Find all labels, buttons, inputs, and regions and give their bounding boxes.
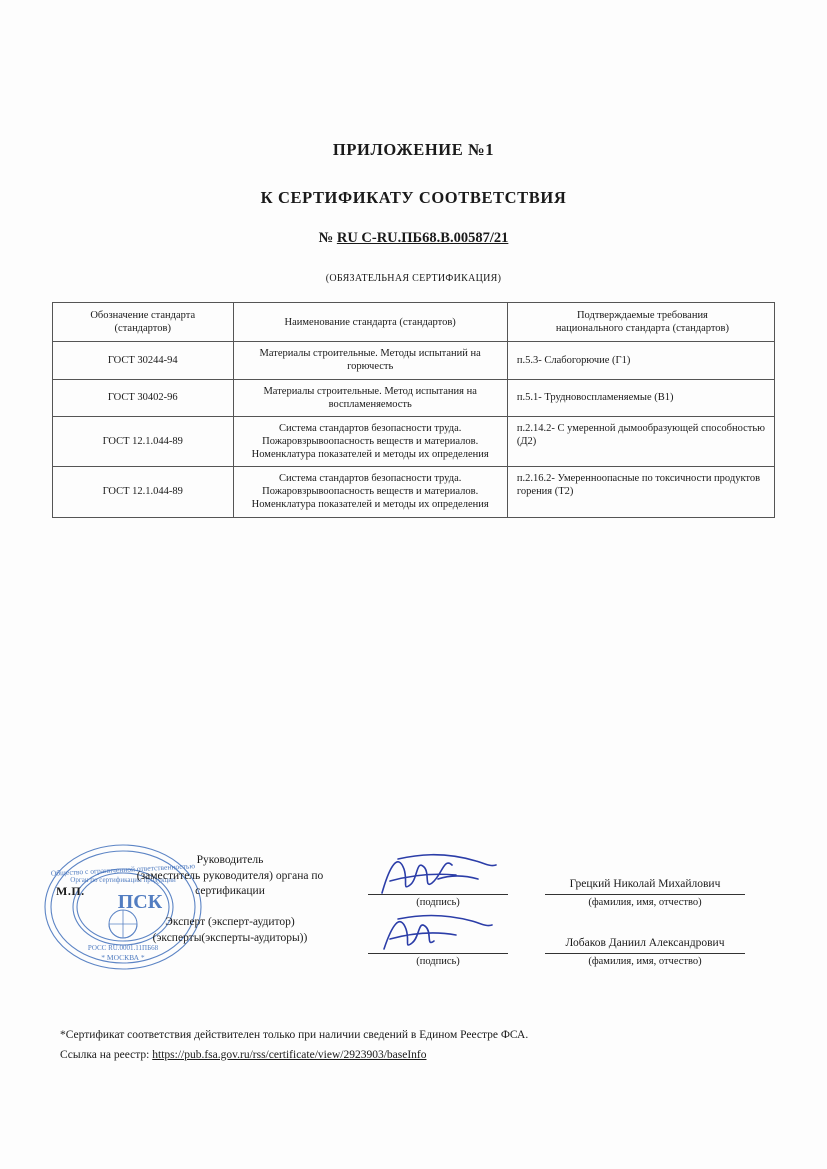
expert-signature-line <box>368 953 508 954</box>
number-prefix: № <box>318 230 334 246</box>
column-header-standard-line1: Обозначение стандарта <box>90 310 196 321</box>
stamp-center-text: ПСК <box>117 891 163 913</box>
column-header-requirements-line2: национального стандарта (стандартов) <box>555 323 729 335</box>
cell-name: Материалы строительные. Метод испытания на воспламеняемость <box>233 379 507 416</box>
cell-name: Система стандартов безопасности труда. Пожаровзрывоопасность веществ и материалов. Номенклатура показателей и методы их определения <box>233 416 507 466</box>
cell-name: Система стандартов безопасности труда. Пожаровзрывоопасность веществ и материалов. Номенклатура показателей и методы их определения <box>233 467 507 517</box>
expert-role <box>120 915 340 946</box>
footer-registry-line <box>60 1046 528 1066</box>
cell-name: Материалы строительные. Методы испытаний на горючесть <box>233 342 507 379</box>
standards-table <box>52 302 775 518</box>
expert-signature-caption: (подпись) <box>416 956 460 967</box>
column-header-name: Наименование стандарта (стандартов) <box>233 303 507 342</box>
head-signature-line <box>368 894 508 895</box>
head-role <box>130 853 330 900</box>
cell-requirement: п.5.3- Слабогорючие (Г1) <box>507 342 774 379</box>
cell-requirement: п.2.14.2- С умеренной дымообразующей способностью (Д2) <box>507 416 774 466</box>
expert-name-line <box>545 953 745 954</box>
stamp-org-text: Общество с ограниченной ответственностью <box>50 861 196 878</box>
column-header-requirements <box>507 303 774 342</box>
expert-signature-mark <box>376 907 496 959</box>
table-row <box>53 416 775 466</box>
head-signature-mark <box>372 845 502 905</box>
stamp-city-text: * МОСКВА * <box>101 953 145 962</box>
expert-role-line2: (эксперты(эксперты-аудиторы)) <box>152 931 308 944</box>
registry-link[interactable]: https://pub.fsa.gov.ru/rss/certificate/view/2923903/baseInfo <box>152 1048 427 1061</box>
stamp-ring-top-text: Орган по сертификации продукции <box>70 876 176 884</box>
table-header <box>53 303 775 342</box>
cell-standard: ГОСТ 30402-96 <box>53 379 234 416</box>
cell-requirement: п.2.16.2- Умеренноопасные по токсичности продуктов горения (Т2) <box>507 467 774 517</box>
head-name-caption: (фамилия, имя, отчество) <box>588 897 702 908</box>
table-row <box>53 467 775 517</box>
expert-name-caption: (фамилия, имя, отчество) <box>588 956 702 967</box>
table-header-row <box>53 303 775 342</box>
head-signature-caption: (подпись) <box>416 897 460 908</box>
document-header <box>0 140 827 284</box>
expert-name: Лобаков Даниил Александрович <box>565 937 725 949</box>
certificate-number-line <box>0 230 827 247</box>
footer-link-label: Ссылка на реестр: <box>60 1048 150 1061</box>
table-body <box>53 342 775 517</box>
head-role-line2: (заместитель руководителя) органа по <box>136 869 324 882</box>
footer-validity-note: *Сертификат соответствия действителен только при наличии сведений в Едином Реестре ФСА. <box>60 1029 529 1041</box>
certification-type: (ОБЯЗАТЕЛЬНАЯ СЕРТИФИКАЦИЯ) <box>325 273 502 284</box>
page-title: ПРИЛОЖЕНИЕ №1 <box>332 140 495 159</box>
table-row <box>53 342 775 379</box>
column-header-standard-line2: (стандартов) <box>114 323 171 335</box>
certificate-number: RU C-RU.ПБ68.В.00587/21 <box>336 230 509 246</box>
cell-standard: ГОСТ 30244-94 <box>53 342 234 379</box>
standards-table-container <box>52 302 775 518</box>
mp-label: М.П. <box>56 884 85 898</box>
cell-standard: ГОСТ 12.1.044-89 <box>53 467 234 517</box>
document-subtitle: К СЕРТИФИКАТУ СООТВЕТСТВИЯ <box>260 188 567 207</box>
expert-role-line1: Эксперт (эксперт-аудитор) <box>165 916 295 928</box>
cell-standard: ГОСТ 12.1.044-89 <box>53 416 234 466</box>
column-header-standard <box>53 303 234 342</box>
cell-requirement: п.5.1- Трудновоспламеняемые (В1) <box>507 379 774 416</box>
head-name-line <box>545 894 745 895</box>
stamp-number-text: РОСС RU.0001.11ПБ68 <box>87 944 159 952</box>
signature-area <box>0 845 827 1005</box>
column-header-requirements-line1: Подтверждаемые требования <box>576 310 708 321</box>
head-role-line1: Руководитель <box>196 854 264 866</box>
table-row <box>53 379 775 416</box>
head-role-line3: сертификации <box>195 885 265 898</box>
footer-note <box>60 1026 528 1065</box>
head-name: Грецкий Николай Михайлович <box>569 878 721 890</box>
